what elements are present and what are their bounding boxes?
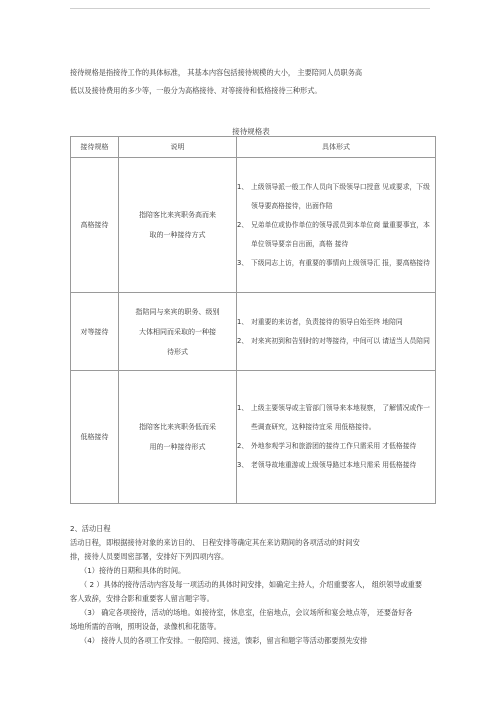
header-level: 接待规格 [71,137,119,158]
form-num: 3、 [237,461,249,469]
form-num: 1、 [237,404,249,412]
form-item [237,399,435,437]
desc-line: 指陪客比来宾职务低而采 [139,423,216,431]
form-num: 3、 [237,258,249,267]
form-item [237,216,435,254]
form-text: 老领导故地重游或上级领导路过本地只需采 用低格接待 [251,461,417,469]
table-row [71,158,436,293]
row-forms [237,293,436,371]
row-desc [119,158,237,293]
row-forms [237,371,436,504]
table-row [71,371,436,504]
form-text: 上级主要领导或主管部门领导来本地视察， 了解情况或作一些调查研究，这种接待宜采 用低格接待。 [251,404,430,431]
form-text: 下级同志上访，有重要的事情向上级领导汇 报，要高格接待 [251,258,430,267]
section-title: 2、活动日程 [70,524,111,533]
form-text: 上级领导派一般工作人员向下级领导口授意 见或要求，下级领导要高格接待，出面作陪 [251,182,430,210]
form-item [237,178,435,216]
section-line: 排，接待人员要周密部署，安排好下列四项内容。 [70,552,229,561]
row-level: 高格接待 [71,158,119,293]
row-desc [119,371,237,504]
row-forms [237,158,436,293]
form-item [237,437,435,456]
section-line: （1）接待的日期和具体的时间。 [80,566,186,575]
form-item [237,456,435,475]
intro-line-1: 接待规格是指接待工作的具体标准， 其基本内容包括接待规模的大小， 主要陪同人员职务高 [70,68,363,77]
top-rule [70,8,430,9]
form-num: 1、 [237,182,249,191]
table-header-row [71,137,436,158]
section-line: 活动日程，即根据接待对象的来访目的、 日程安排等确定其在来访期间的各项活动的时间安 [70,538,360,547]
table-caption: 接待规格表 [232,127,270,136]
table-row [71,293,436,371]
form-text: 兄弟单位或协作单位的领导派员到本单位商 量重要事宜，本单位领导要亲自出面，高格 接待 [251,220,430,248]
form-text: 对来宾初到和告别时的对等接待，中间可以 请适当人员陪同 [251,336,430,345]
desc-line: 大体相同而采取的一种接 [139,327,216,336]
form-text: 外地参观学习和旅游团的接待工作只需采用 才低格接待 [251,442,417,450]
section-line: （4） 接待人员的各项工作安排。一般陪同、接送，馈彩，留言和题字等活动都要预先安排 [80,636,368,645]
form-text: 对重要的来访者，负责接待的领导自始至终 地陪同 [251,317,403,326]
row-level: 低格接待 [71,371,119,504]
header-desc: 说明 [119,137,237,158]
form-num: 2、 [237,336,249,345]
form-item [237,254,435,273]
desc-line: 待形式 [167,347,188,356]
section-line: 客人致辞，安排合影和重要客人留言题字等。 [70,594,214,603]
form-num: 1、 [237,317,249,326]
intro-line-2: 低以及接待费用的多少等，一般分为高格接待、对等接待和低格接待三种形式。 [70,86,322,95]
section-line: （ 2 ）具体的接待活动内容及每一项活动的具体时间安排，如确定主持人，介绍重要客人， 组织领导或重要 [80,580,423,589]
form-num: 2、 [237,220,249,229]
desc-line: 指陪客比来宾职务高而来 [139,211,216,219]
section-line: （3） 确定各项接待，活动的场地。如接待室，休息室，住宿地点，会议场所和宴会地点等， 还要备好各 [80,608,413,617]
row-level: 对等接待 [71,293,119,371]
header-forms: 具体形式 [237,137,436,158]
desc-line: 指陪同与来宾的职务、级别 [135,307,220,316]
reception-spec-table [70,136,436,504]
row-desc [119,293,237,371]
section-line: 场地所需的音响，照明设备，录像机和花篮等。 [70,622,221,631]
desc-line: 取的一种接待方式 [149,231,206,239]
form-item [237,313,435,332]
form-num: 2、 [237,442,249,450]
form-item [237,332,435,351]
desc-line: 用的一种接待形式 [149,443,206,451]
